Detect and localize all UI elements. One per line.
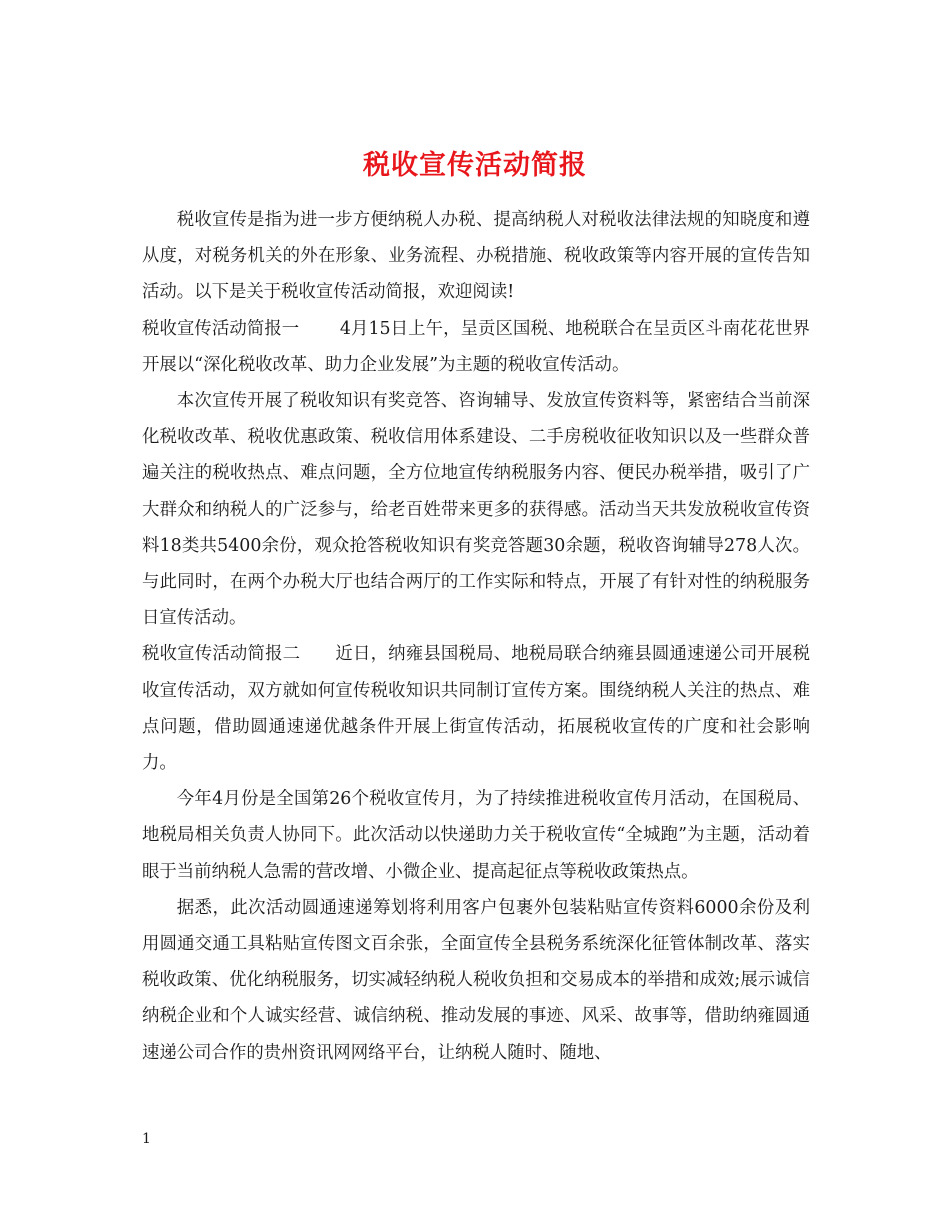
paragraph-activity-plan: 据悉，此次活动圆通速递筹划将利用客户包裹外包装粘贴宣传资料6000余份及利用圆通交通工具粘贴宣传图文百余张，全面宣传全县税务系统深化征管体制改革、落实税收政策、优化纳税服务，切实减轻纳税人税收负担和交易成本的举措和成效;展示诚信纳税企业和个人诚实经营、诚信纳税、推动发展的事迹、风采、故事等，借助纳雍圆通速递公司合作的贵州资讯网网络平台，让纳税人随时、随地、	[142, 897, 810, 1063]
paragraph-bulletin-one: 税收宣传活动简报一 4月15日上午，呈贡区国税、地税联合在呈贡区斗南花花世界开展以“深化税收改革、助力企业发展”为主题的税收宣传活动。	[142, 318, 810, 375]
paragraph-tax-month: 今年4月份是全国第26个税收宣传月，为了持续推进税收宣传月活动，在国税局、地税局相关负责人协同下。此次活动以快递助力关于税收宣传“全城跑”为主题，活动着眼于当前纳税人急需的营改增、小微企业、提高起征点等税收政策热点。	[142, 789, 810, 882]
document-title: 税收宣传活动简报	[363, 150, 587, 182]
page-number: 1	[142, 1131, 151, 1147]
paragraph-bulletin-one-details: 本次宣传开展了税收知识有奖竞答、咨询辅导、发放宣传资料等，紧密结合当前深化税收改革、税收优惠政策、税收信用体系建设、二手房税收征收知识以及一些群众普遍关注的税收热点、难点问题，全方位地宣传纳税服务内容、便民办税举措，吸引了广大群众和纳税人的广泛参与，给老百姓带来更多的获得感。活动当天共发放税收宣传资料18类共5400余份，观众抢答税收知识有奖竞答题30余题，税收咨询辅导278人次。与此同时，在两个办税大厅也结合两厅的工作实际和特点，开展了有针对性的纳税服务日宣传活动。	[142, 391, 810, 629]
document-body	[142, 202, 810, 1071]
paragraph-intro: 税收宣传是指为进一步方便纳税人办税、提高纳税人对税收法律法规的知晓度和遵从度，对税务机关的外在形象、业务流程、办税措施、税收政策等内容开展的宣传告知活动。以下是关于税收宣传活动简报，欢迎阅读!	[142, 210, 810, 303]
paragraph-bulletin-two: 税收宣传活动简报二 近日，纳雍县国税局、地税局联合纳雍县圆通速递公司开展税收宣传活动，双方就如何宣传税收知识共同制订宣传方案。围绕纳税人关注的热点、难点问题，借助圆通速递优越条件开展上街宣传活动，拓展税收宣传的广度和社会影响力。	[142, 644, 810, 774]
